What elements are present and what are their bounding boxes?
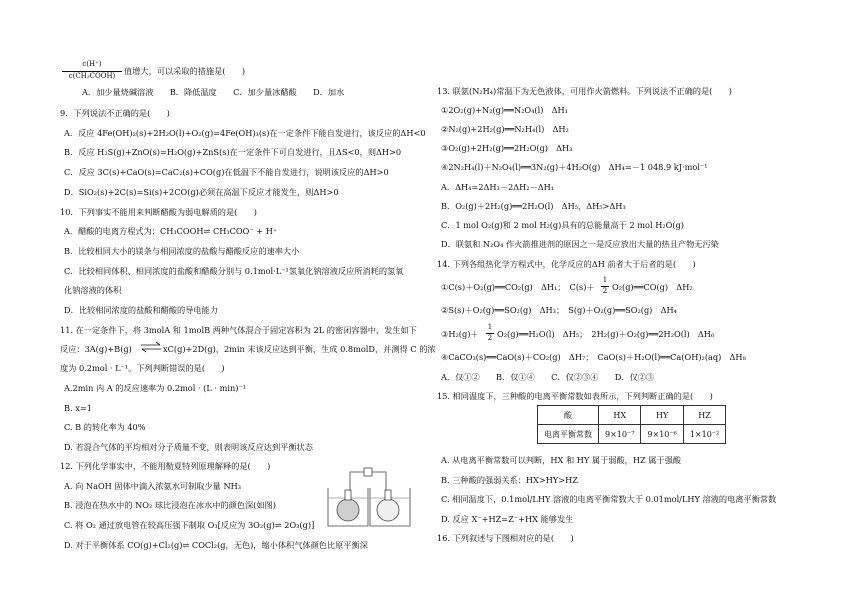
q13-equation-4: ④2N₂H₄(l)＋N₂O₄(l)══3N₂(g)＋4H₂O(g) ΔH₄=－1 048.9 kJ·mol⁻¹	[441, 162, 708, 172]
table-row	[538, 425, 726, 444]
q13-option-c: C．1 mol O₂(g)和 2 mol H₂(g)具有的总能量高于 2 mol H₂O(g)	[441, 220, 684, 230]
half-numerator-2: 1	[487, 323, 493, 331]
q8-stem: 值增大，可以采取的措施是( )	[124, 66, 246, 76]
q14-equation-4: ④CaCO₃(s)══CaO(s)＋CO₂(g) ΔH₇； CaO(s)＋H₂O(l)══Ca(OH)₂(aq) ΔH₈	[441, 352, 746, 362]
q9-option-d: D．SiO₂(s)+2C(s)=Si(s)+2CO(g)必须在高温下反应才能发生，则ΔH>0	[64, 187, 339, 197]
q14-equation-3b: O₂(g)══H₂O(l) ΔH₅； 2H₂(g)＋O₂(g)══2H₂O(l) ΔH₆	[497, 329, 715, 339]
q8-options: A．加少量烧碱溶液 B．降低温度 C．加少量冰醋酸 D．加水	[82, 87, 345, 97]
q14-equation-1b: O₂(g)══CO(g) ΔH₂	[612, 282, 693, 292]
ratio-denominator: c(CH₃COOH)	[68, 72, 116, 80]
table-header-cell: 酸	[538, 406, 599, 425]
q13-equation-2: ②N₂(g)+2H₂(g)══N₂H₄(l) ΔH₂	[441, 124, 569, 134]
q12-stem: 12. 下列化学事实中，不能用勒夏特列原理解释的是( )	[60, 461, 271, 471]
q11-stem-line1: 11. 在一定条件下，将 3molA 和 1molB 两种气体混合于固定容积为 2L 的密闭容器中，发生如下	[60, 325, 417, 335]
q12-option-a: A. 向 NaOH 固体中滴入浓氨水可制取少量 NH₃	[64, 481, 242, 491]
dissociation-constant-table	[537, 405, 726, 444]
q11-option-b: B. x=1	[64, 403, 92, 413]
q10-option-c-line2: 化钠溶液的体积	[64, 285, 122, 295]
table-cell: 1×10⁻²	[683, 425, 725, 444]
table-header-cell: HY	[641, 406, 683, 425]
q10-stem: 10．下列事实不能用来判断醋酸为弱电解质的是( )	[60, 207, 257, 217]
q14-options: A．仅①② B．仅①④ C．仅②③④ D．仅②③	[441, 372, 655, 382]
q11-option-a: A.2min 内 A 的反应速率为 0.2mol · (L · min)⁻¹	[64, 383, 247, 393]
q13-option-b: B．O₂(g)＋2H₂(g)══2H₂O(l) ΔH₅，ΔH₅>ΔH₃	[441, 201, 626, 211]
half-numerator: 1	[602, 276, 608, 284]
q13-equation-1: ①2O₂(g)+N₂(g)══N₂O₄(l) ΔH₁	[441, 105, 568, 115]
q11-option-c: C. B 的转化率为 40%	[64, 422, 146, 432]
q14-equation-2: ②S(s)＋O₂(g)══SO₂(g) ΔH₃； S(g)＋O₂(g)══SO₂(g) ΔH₄	[441, 305, 677, 315]
q9-option-a: A．反应 4Fe(OH)₂(s)+2H₂O(l)+O₂(g)=4Fe(OH)₃(s)在一定条件下能自发进行，该反应的ΔH<0	[64, 128, 426, 138]
q14-stem: 14. 下列各组热化学方程式中，化学反应的ΔH 前者大于后者的是( )	[437, 259, 696, 269]
table-cell: 9×10⁻⁶	[641, 425, 683, 444]
q9-option-b: B．反应 H₂S(g)+ZnO(s)=H₂O(g)+ZnS(s)在一定条件下可自发进行，且ΔS<0，则ΔH>0	[64, 147, 402, 157]
table-row-label: 电离平衡常数	[538, 425, 599, 444]
table-header-cell: HX	[599, 406, 641, 425]
q11-stem-line2a: 反应：3A(g)+B(g)	[60, 344, 132, 354]
table-cell: 9×10⁻⁷	[599, 425, 641, 444]
q10-option-d: D．比较相同浓度的盐酸和醋酸的导电能力	[64, 305, 218, 315]
q11-stem-line3: 度为 0.2mol · L⁻¹。下列判断错误的是( )	[60, 363, 225, 373]
ratio-numerator: c(H⁺)	[82, 60, 102, 68]
q10-option-a: A．醋酸的电离方程式为：CH₃COOH⇌ CH₃COO⁻ + H⁺	[64, 226, 278, 236]
table-header-row	[538, 406, 726, 425]
q9-option-c: C．反应 3C(s)+CaO(s)=CaC₂(s)+CO(g)在低温下不能自发进行，说明该反应的ΔH>0	[64, 167, 389, 177]
q13-option-a: A．ΔH₄=2ΔH₃－2ΔH₂－ΔH₁	[441, 182, 555, 192]
q15-option-d: D. 反应 X⁻+HZ=Z⁻+HX 能够发生	[441, 514, 574, 524]
q13-stem: 13. 联氨(N₂H₄)常温下为无色液体，可用作火箭燃料。下列说法不正确的是( )	[437, 86, 732, 96]
half-denominator-2: 2	[487, 334, 493, 342]
q14-equation-1a: ①C(s)＋O₂(g)══CO₂(g) ΔH₁； C(s)＋	[441, 282, 595, 292]
q10-option-b: B．比较相同大小的镁条与相同浓度的盐酸与醋酸反应的速率大小	[64, 246, 300, 256]
q16-stem: 16. 下列叙述与下图相对应的是( )	[437, 533, 574, 543]
equilibrium-arrow-icon	[140, 341, 162, 353]
no2-flasks-diagram-icon	[322, 464, 414, 530]
q13-option-d: D．联氨和 N₂O₄ 作火箭推进剂的原因之一是反应放出大量的热且产物无污染	[441, 239, 719, 249]
q13-equation-3: ③O₂(g)+2H₂(g)══2H₂O(g) ΔH₃	[441, 143, 573, 153]
q9-stem: 9．下列说法不正确的是( )	[60, 108, 170, 118]
q15-option-b: B. 三种酸的强弱关系：HX>HY>HZ	[441, 475, 578, 485]
q12-option-c: C. 将 O₂ 通过放电管在较高压强下制取 O₃[反应为 3O₂(g)⇌ 2O₃(g)]	[64, 520, 315, 530]
q12-option-d: D. 对于平衡体系 CO(g)+Cl₂(g)⇌ COCl₂(g，无色)，缩小体积气体颜色比原平衡深	[64, 540, 368, 550]
q15-option-a: A. 从电离平衡常数可以判断，HX 和 HY 属于弱酸，HZ 属于强酸	[441, 455, 681, 465]
q11-stem-line2b: xC(g)+2D(g)，2min 末该反应达到平衡，生成 0.8molD，并测得 C 的浓	[163, 344, 436, 354]
q15-option-c: C. 相同温度下，0.1mol/LHY 溶液的电离平衡常数大于 0.01mol/LHY 溶液的电离平衡常数	[441, 494, 777, 504]
q12-option-b: B. 浸泡在热水中的 NO₂ 球比浸泡在冰水中的颜色深(如图)	[64, 500, 276, 510]
q11-option-d: D. 若混合气体的平均相对分子质量不变，则表明该反应达到平衡状态	[64, 442, 313, 452]
q10-option-c-line1: C．比较相同体积、相同浓度的盐酸和醋酸分别与 0.1mol·L⁻¹氢氧化钠溶液反应所消耗的氢氧	[64, 266, 404, 276]
q14-equation-3a: ③H₂(g)＋	[441, 329, 479, 339]
table-header-cell: HZ	[683, 406, 725, 425]
q15-stem: 15. 相同温度下，三种酸的电离平衡常数如表所示，下列判断正确的是( )	[437, 391, 713, 401]
half-denominator: 2	[602, 287, 608, 295]
